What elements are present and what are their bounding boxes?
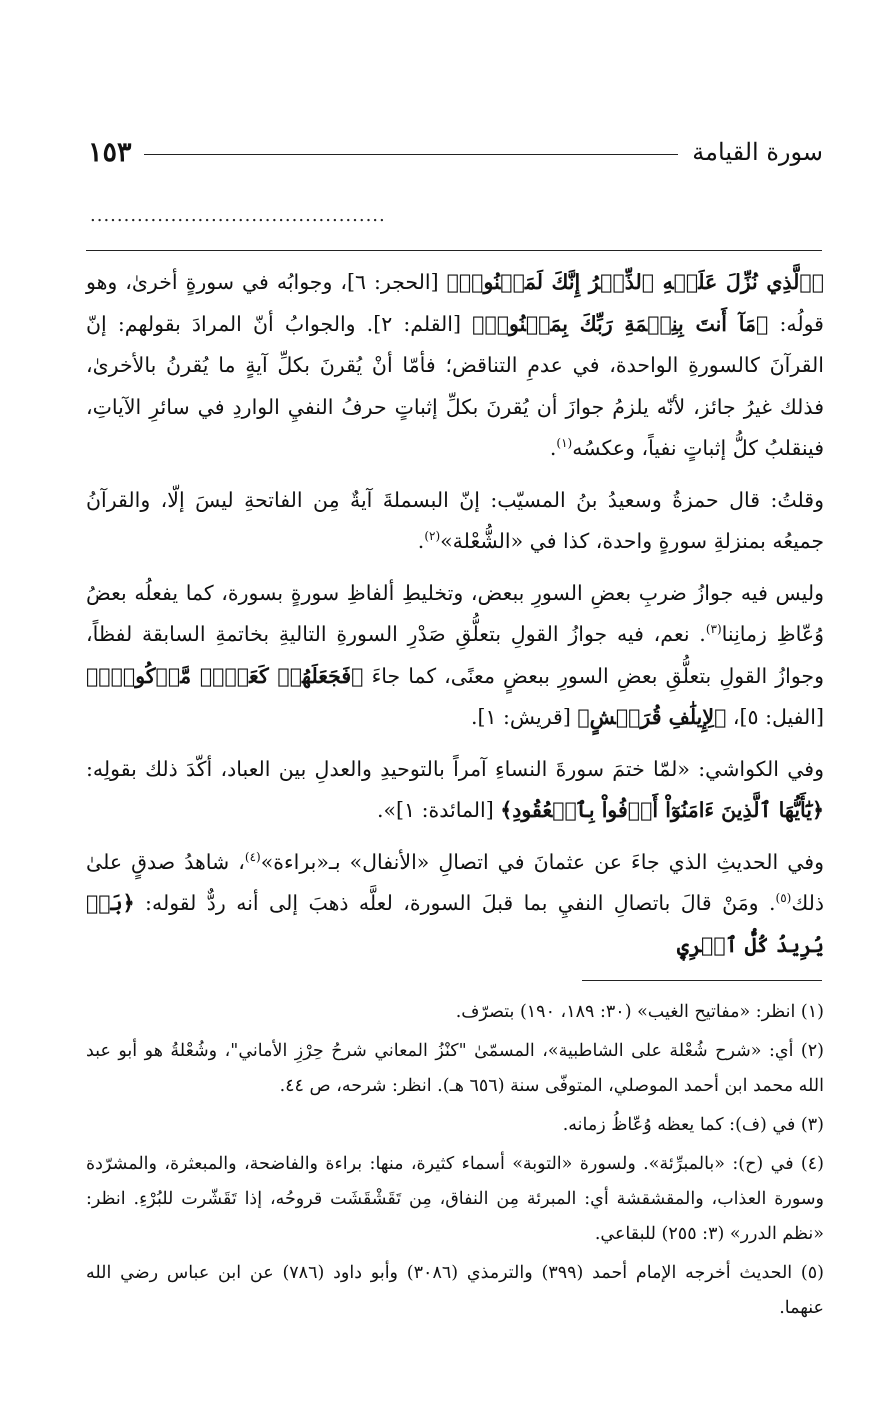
footnotes xyxy=(86,995,824,1330)
paragraph-2: وقلتُ: قال حمزةُ وسعيدُ بنُ المسيّب: إنّ البسملةَ آيةٌ مِن الفاتحةِ ليسَ إلّا، والقرآنُ جميعُه بمنزلةِ سورةٍ واحدة، كذا في «الشُّعْلة»$^{(٢)}$. xyxy=(86,487,824,553)
footnote-3: (٣) في (ف): كما يعظه وُعّاظُ زمانه. xyxy=(562,1115,824,1135)
footnote-ref-1[interactable]: (١) xyxy=(556,436,573,451)
text-run: [قريش: ١]. xyxy=(470,705,571,729)
footnote-ref-2[interactable]: (٢) xyxy=(424,529,441,544)
footnote-ref-3[interactable]: (٣) xyxy=(705,622,722,637)
text-run: . ومَنْ قالَ باتصالِ النفيِ بما قبلَ السورة، لعلَّه ذهبَ إلى أنه ردٌّ لقوله: xyxy=(145,891,776,915)
quran-verse: ﴿يَٰٓأَيُّهَا ٱلَّذِينَ ءَامَنُوٓاْ أَوۡفُواْ بِٱلۡعُقُودِ﴾ xyxy=(500,798,824,822)
paragraph-4 xyxy=(86,749,824,832)
text-run: وليس فيه جوازُ ضربِ بعضِ السورِ ببعض، وتخليطِ ألفاظِ سورةٍ بسورة، كما يفعلُه بعضُ وُعّاظِ زمانِنا xyxy=(86,580,824,646)
text-run: [القلم: ٢]. والجوابُ أنّ المرادَ بقولهم: إنّ القرآنَ كالسورةِ الواحدة، في عدمِ التناقض؛ فأمّا أنْ يُقرنَ بكلِّ آيةٍ ما يُقرنُ بالأخرىٰ، فذلك غيرُ جائز، لأنّه يلزمُ جوازَ أن يُقرنَ بكلِّ إثباتٍ حرفُ النفيِ الواردِ في سائرِ الآياتِ، فينقلبُ كلُّ إثباتٍ نفياً، وعكسُه xyxy=(86,311,824,460)
quran-verse: ﴿بَلۡ يُرِيدُ كُلُّ ٱمۡرِيٕٖ xyxy=(86,891,824,957)
quran-verse: ﴿لِإِيلَٰفِ قُرَيۡشٍ﴾ xyxy=(577,705,727,729)
quran-verse: ﴿فَجَعَلَهُمۡ كَعَصۡفٖ مَّأۡكُولِۭ﴾ xyxy=(86,663,364,688)
paragraph-5 xyxy=(86,842,824,967)
footnote-ref-4[interactable]: (٤) xyxy=(244,849,261,864)
footnote-rule xyxy=(582,980,822,981)
text-run: [الفيل: ٥]، xyxy=(732,705,824,729)
dotted-separator: ............................................ xyxy=(90,205,386,226)
text-run: . نعم، فيه جوازُ القولِ بتعلُّقِ صَدْرِ السورةِ التاليةِ بخاتمةِ السابقة لفظاً، وجوازُ القولِ بتعلُّقِ بعضِ السورِ ببعضٍ معنًى، كما جاءَ xyxy=(86,622,824,688)
footnote-5: (٥) الحديث أخرجه الإمام أحمد (٣٩٩) والترمذي (٣٠٨٦) وأبو داود (٧٨٦) عن ابن عباس رضي الله عنهما. xyxy=(86,1263,824,1318)
paragraph-1: ﴿ٱلَّذِي نُزِّلَ عَلَيۡهِ ٱلذِّكۡرُ إِنَّكَ لَمَجۡنُونٞ﴾ [الحجر: ٦]، وجوابُه في سورةٍ أخرىٰ، وهو قولُه: ﴿مَآ أَنتَ بِنِعۡمَةِ رَبِّكَ بِمَجۡنُونٖ﴾ [القلم: ٢]. والجوابُ أنّ المرادَ بقولهم: إنّ القرآنَ كالسورةِ الواحدة، في عدمِ التناقض؛ فأمّا أنْ يُقرنَ بكلِّ آيةٍ ما يُقرنُ بالأخرىٰ، فذلك غيرُ جائز، لأنّه يلزمُ جوازَ أن يُقرنَ بكلِّ إثباتٍ حرفُ النفيِ الواردِ في سائرِ الآياتِ، فينقلبُ كلُّ إثباتٍ نفياً، وعكسُه$^{(١)}$. xyxy=(86,270,825,460)
top-rule xyxy=(86,250,822,251)
text-run: وقلتُ: قال حمزةُ وسعيدُ بنُ المسيّب: إنّ البسملةَ آيةٌ مِن الفاتحةِ ليسَ إلّا، والقرآنُ جميعُه بمنزلةِ سورةٍ واحدة، كذا في «الشُّعْلة» xyxy=(86,487,824,553)
paragraph-3 xyxy=(86,573,824,739)
running-header xyxy=(88,132,823,172)
quran-verse: ﴿ٱلَّذِي نُزِّلَ عَلَيۡهِ ٱلذِّكۡرُ إِنَّكَ لَمَجۡنُونٞ﴾ xyxy=(446,270,825,294)
footnote-2: (٢) أي: «شرح شُعْلة على الشاطبية»، المسمّىٰ "كنْزُ المعاني شرحُ حِرْزِ الأماني"، وشُعْلةُ هو أبو عبد الله محمد ابن أحمد الموصلي، المتوفّى سنة (٦٥٦ هـ). انظر: شرحه، ص ٤٤. xyxy=(86,1041,824,1096)
footnote-1: (١) انظر: «مفاتيح الغيب» (٣٠: ١٨٩، ١٩٠) بتصرّف. xyxy=(455,1002,824,1022)
header-rule xyxy=(144,154,679,155)
text-run: [الحجر: ٦]، وجوابُه في سورةٍ أخرىٰ، وهو قولُه: xyxy=(86,270,824,336)
text-run: [المائدة: ١]». xyxy=(376,798,494,822)
footnote-4: (٤) في (ح): «بالمبرِّئة». ولسورة «التوبة» أسماء كثيرة، منها: براءة والفاضحة، والمبعثرة، والمشرّدة وسورة العذاب، والمقشقشة أي: المبرئة مِن النفاق، مِن تَقَشْقَشَت قروحُه، إذا تَقَشّرت للبُرْءِ. انظر: «نظم الدرر» (٣: ٢٥٥) للبقاعي. xyxy=(86,1154,824,1244)
main-text xyxy=(86,262,824,972)
quran-verse: ﴿مَآ أَنتَ بِنِعۡمَةِ رَبِّكَ بِمَجۡنُونٖ﴾ xyxy=(472,311,769,336)
text-run: وفي الكواشي: «لمّا ختمَ سورةَ النساءِ آمراً بالتوحيدِ والعدلِ بين العباد، أكّدَ ذلك بقولِه: xyxy=(86,756,824,781)
footnote-ref-5[interactable]: (٥) xyxy=(775,891,792,906)
page-number: ١٥٣ xyxy=(88,136,132,168)
text-run: وفي الحديثِ الذي جاءَ عن عثمانَ في اتصالِ «الأنفال» بـ«براءة» xyxy=(260,849,824,874)
chapter-title: سورة القيامة xyxy=(692,138,823,166)
text-run: ، شاهدُ صدقٍ علىٰ ذلك xyxy=(86,849,824,915)
